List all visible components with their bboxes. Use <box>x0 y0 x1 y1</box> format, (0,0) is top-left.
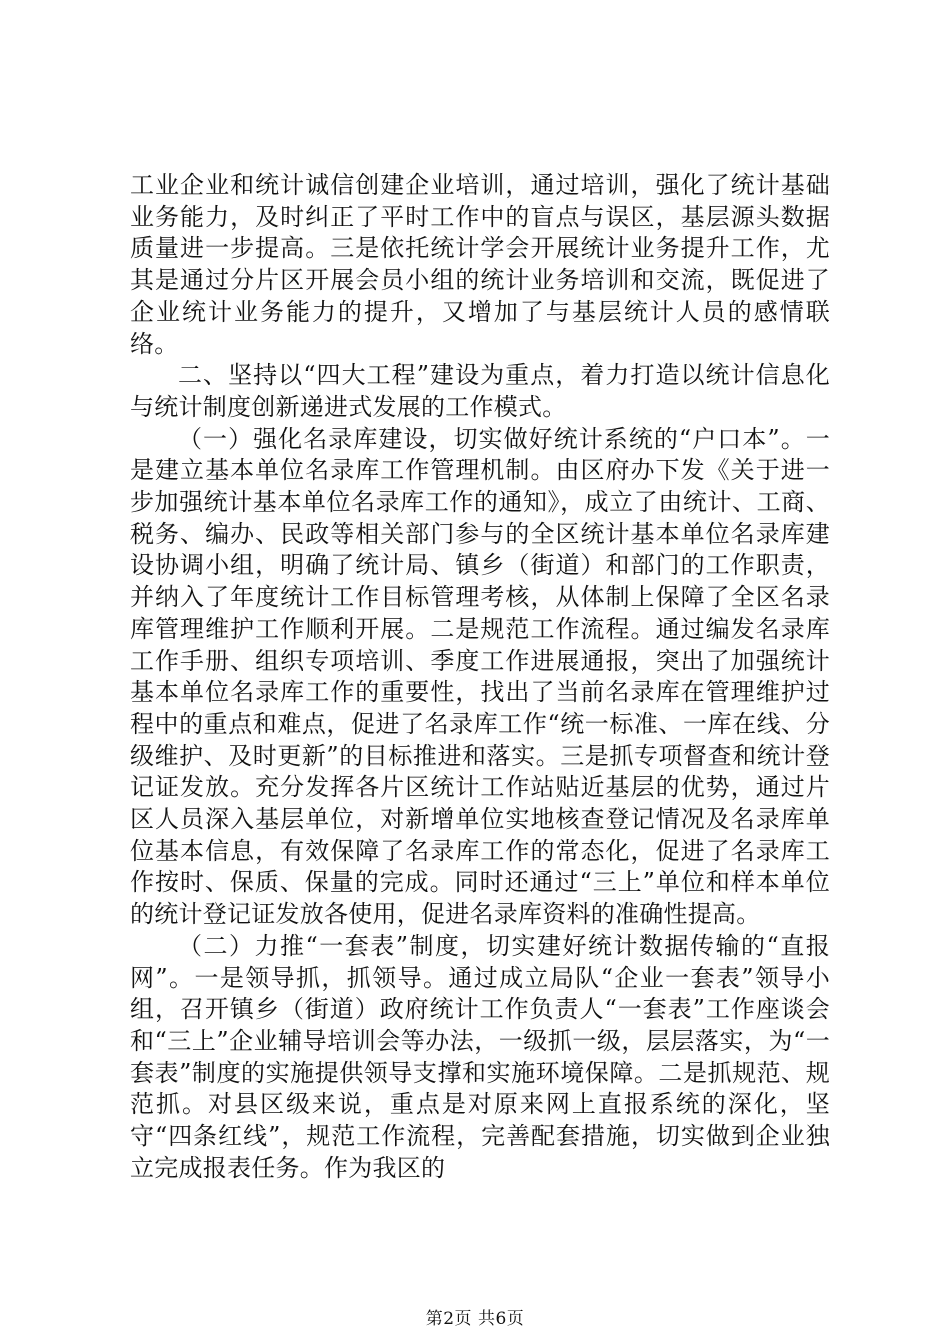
paragraph-continued: 工业企业和统计诚信创建企业培训，通过培训，强化了统计基础业务能力，及时纠正了平时工作中的盲点与误区，基层源头数据质量进一步提高。三是依托统计学会开展统计业务提升工作，尤其是通过分片区开展会员小组的统计业务培训和交流，既促进了企业统计业务能力的提升，又增加了与基层统计人员的感情联络。 <box>130 171 830 358</box>
subsection-two-paragraph: （二）力推“一套表”制度，切实建好统计数据传输的“直报网”。一是领导抓，抓领导。通过成立局队“企业一套表”领导小组，召开镇乡（街道）政府统计工作负责人“一套表”工作座谈会和“三上”企业辅导培训会等办法，一级抓一级，层层落实，为“一套表”制度的实施提供领导支撑和实施环境保障。二是抓规范、规范抓。对县区级来说，重点是对原来网上直报系统的深化，坚守“四条红线”，规范工作流程，完善配套措施，切实做到企业独立完成报表任务。作为我区的 <box>130 931 830 1182</box>
section-heading-two: 二、坚持以“四大工程”建设为重点，着力打造以统计信息化与统计制度创新递进式发展的工作模式。 <box>130 361 830 421</box>
page-number-footer: 第2页 共6页 <box>425 1309 525 1329</box>
document-body <box>130 170 830 1185</box>
subsection-one-paragraph: （一）强化名录库建设，切实做好统计系统的“户口本”。一是建立基本单位名录库工作管理机制。由区府办下发《关于进一步加强统计基本单位名录库工作的通知》，成立了由统计、工商、税务、编办、民政等相关部门参与的全区统计基本单位名录库建设协调小组，明确了统计局、镇乡（街道）和部门的工作职责，并纳入了年度统计工作目标管理考核，从体制上保障了全区名录库管理维护工作顺利开展。二是规范工作流程。通过编发名录库工作手册、组织专项培训、季度工作进展通报，突出了加强统计基本单位名录库工作的重要性，找出了当前名录库在管理维护过程中的重点和难点，促进了名录库工作“统一标准、一库在线、分级维护、及时更新”的目标推进和落实。三是抓专项督查和统计登记证发放。充分发挥各片区统计工作站贴近基层的优势，通过片区人员深入基层单位，对新增单位实地核查登记情况及名录库单位基本信息，有效保障了名录库工作的常态化，促进了名录库工作按时、保质、保量的完成。同时还通过“三上”单位和样本单位的统计登记证发放各使用，促进名录库资料的准确性提高。 <box>130 424 830 929</box>
